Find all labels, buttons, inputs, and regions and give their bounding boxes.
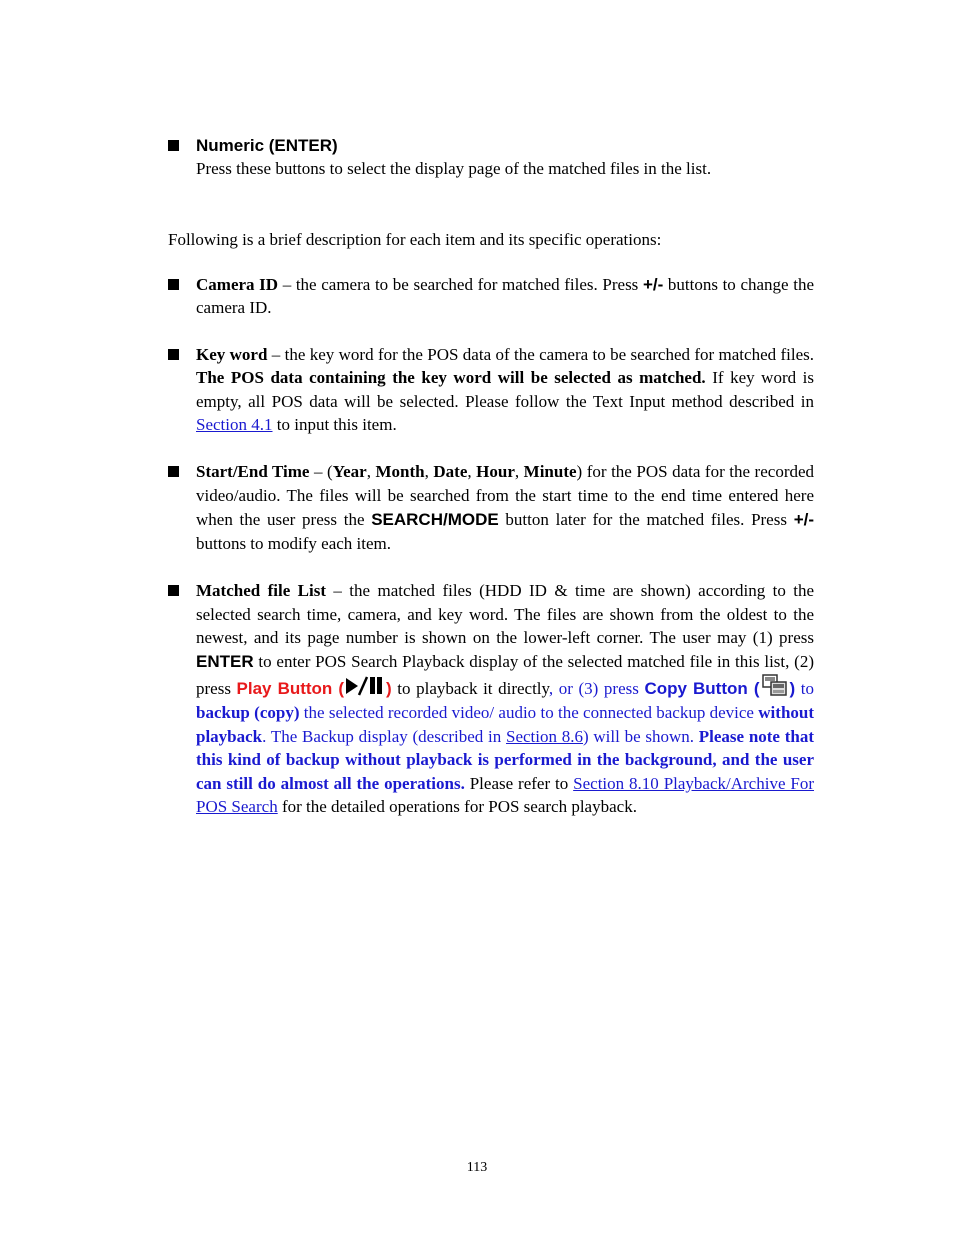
time-comma: , — [424, 462, 434, 481]
section-4-1-link[interactable]: Section 4.1 — [196, 414, 273, 434]
note-bold: Please note that this kind of backup without playback is performed in the background, and the user can still do almost all the operations. — [196, 726, 814, 793]
time-hour: Hour — [476, 462, 515, 481]
enter-key: ENTER — [196, 651, 254, 671]
bullet-square — [168, 585, 179, 596]
camera-section — [196, 273, 814, 320]
plus-minus-key: +/- — [793, 510, 814, 529]
intro-text: Following is a brief description for each item and its specific operations: — [168, 230, 662, 249]
matched-title: Matched file List — [196, 581, 326, 600]
play-button-close: ) — [386, 679, 392, 699]
keyword-section — [196, 343, 814, 436]
play-button-label: Play Button ( — [236, 679, 345, 699]
time-comma: , — [366, 462, 376, 481]
bullet-square — [168, 279, 179, 290]
numeric-section — [196, 134, 814, 181]
matched-text-6: the selected recorded video/ audio to the connected backup device — [299, 702, 759, 722]
time-title: Start/End Time — [196, 462, 310, 481]
time-text-3: buttons to modify each item. — [196, 534, 391, 553]
time-comma: , — [514, 462, 524, 481]
backup-bold: backup (copy) — [196, 702, 300, 722]
camera-title: Camera ID — [196, 275, 279, 294]
time-month: Month — [375, 462, 425, 481]
bullet-square — [168, 349, 179, 360]
play-pause-icon — [344, 675, 386, 697]
matched-text-5: to — [795, 679, 814, 699]
page-number: 113 — [466, 1160, 488, 1175]
camera-text-2: buttons to change the camera ID. — [196, 275, 814, 318]
time-section — [196, 460, 814, 556]
keyword-text-2: If key word is empty, all POS data will be selected. Please follow the Text Input method described in — [196, 368, 814, 411]
numeric-title: Numeric (ENTER) — [196, 136, 338, 155]
bullet-square — [168, 466, 179, 477]
matched-text-8: ) will be shown. — [583, 726, 699, 746]
copy-icon — [760, 673, 790, 695]
matched-text-1: – the matched files (HDD ID & time are shown) according to the selected search time, camera, and key word. The files are shown from the oldest to the newest, and its page number is shown on the lower-left corner. The user may (1) press — [196, 581, 814, 648]
keyword-text-1: – the key word for the POS data of the camera to be searched for matched files. — [267, 345, 814, 364]
keyword-text-3: to input this item. — [272, 414, 397, 434]
time-text-2: button later for the matched files. Press — [498, 510, 794, 529]
bullet-square — [168, 140, 179, 151]
camera-text-1: – the camera to be searched for matched files. Press — [278, 275, 643, 294]
numeric-desc: Press these buttons to select the display page of the matched files in the list. — [196, 159, 712, 179]
matched-text-10: for the detailed operations for POS search playback. — [277, 797, 637, 817]
matched-text-3: to playback it directly — [391, 679, 549, 699]
without-playback-bold: without playback — [196, 702, 815, 746]
copy-button-close: ) — [789, 679, 796, 699]
search-mode-key: SEARCH/MODE — [371, 510, 499, 529]
time-text-0: – ( — [309, 462, 333, 481]
matched-text-4: , or (3) press — [548, 679, 645, 699]
matched-text-9: Please refer to — [464, 773, 574, 793]
matched-section — [196, 579, 814, 819]
time-text-1: ) for the POS data for the recorded video/audio. The files will be searched from the start time to the end time entered here when the user press the — [196, 462, 815, 529]
time-minute: Minute — [523, 462, 577, 481]
copy-button-label: Copy Button ( — [644, 679, 760, 699]
matched-text-2: to enter POS Search Playback display of the selected matched file in this list, (2) press — [196, 651, 814, 699]
matched-text-7: . The Backup display (described in — [262, 726, 507, 746]
keyword-bold: The POS data containing the key word will be selected as matched. — [196, 368, 706, 388]
section-8-6-link[interactable]: Section 8.6 — [506, 726, 583, 746]
time-comma: , — [467, 462, 477, 481]
time-year: Year — [332, 462, 367, 481]
section-8-10-link[interactable]: Section 8.10 Playback/Archive For POS Search — [196, 773, 814, 817]
keyword-title: Key word — [196, 345, 268, 364]
time-date: Date — [433, 462, 468, 481]
camera-key: +/- — [642, 275, 664, 294]
